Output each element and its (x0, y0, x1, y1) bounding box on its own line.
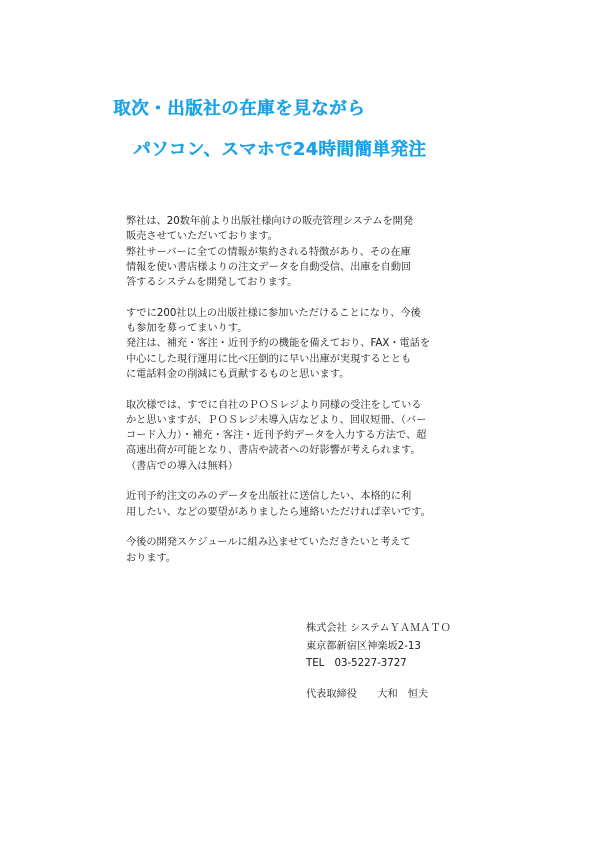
text-line: 販売させていただいております。 (126, 231, 278, 243)
text-line: 答するシステムを開発しております。 (126, 277, 298, 289)
text-line: 取次様では、すでに自社のＰＯＳレジより同様の受注をしている (126, 399, 422, 411)
signature-spacer (306, 673, 451, 686)
paragraph-3 (126, 398, 471, 474)
signature-block (306, 620, 451, 703)
headline-line-1: 取次・出版社の在庫を見ながら (113, 99, 365, 119)
text-line: 今後の開発スケジュールに組み込ませていただきたいと考えて (126, 537, 411, 549)
text-line: に電話料金の削減にも貢献するものと思います。 (126, 368, 350, 380)
text-line: 用したい、などの要望がありましたら連絡いただければ幸いです。 (126, 506, 431, 518)
company-phone: TEL 03-5227-3727 (306, 658, 407, 669)
text-line: 弊社は、20数年前より出版社様向けの販売管理システムを開発 (126, 216, 414, 227)
text-line: 近刊予約注文のみのデータを出版社に送信したい、本格的に利 (126, 491, 412, 503)
text-line: コード入力）・補充・客注・近刊予約データを入力する方法で、超 (126, 430, 427, 442)
text-line: 中心にした現行運用に比べ圧倒的に早い出庫が実現するととも (126, 353, 412, 365)
representative-name: 代表取締役 大和 恒夫 (306, 688, 429, 700)
text-line: おります。 (126, 552, 177, 564)
text-line: 発注は、補充・客注・近刊予約の機能を備えており、FAX・電話を (126, 338, 431, 350)
text-line: 高速出荷が可能となり、書店や読者への好影響が考えられます。 (126, 445, 421, 457)
text-line: 弊社サーバーに全ての情報が集約される特徴があり、その在庫 (126, 246, 411, 258)
paragraph-4 (126, 489, 471, 520)
paragraph-2 (126, 306, 471, 382)
text-line: も参加を募ってまいりす。 (126, 323, 248, 335)
paragraph-5 (126, 535, 471, 566)
headline-line-2: パソコン、スマホで24時間簡単発注 (133, 140, 427, 160)
letter-body (126, 214, 471, 581)
text-line: すでに200社以上の出版社様に参加いただけることになり、今後 (126, 307, 421, 319)
text-line: 情報を使い書店様よりの注文データを自動受信、出庫を自動回 (126, 261, 412, 273)
paragraph-1 (126, 214, 471, 290)
company-name: 株式会社 システムＹＡＭＡＴＯ (306, 623, 451, 634)
text-line: （書店での導入は無料） (126, 460, 239, 472)
company-address: 東京都新宿区神楽坂2-13 (306, 640, 421, 652)
text-line: かと思いますが、ＰＯＳレジ未導入店などより、回収短冊、（バー (126, 414, 427, 426)
